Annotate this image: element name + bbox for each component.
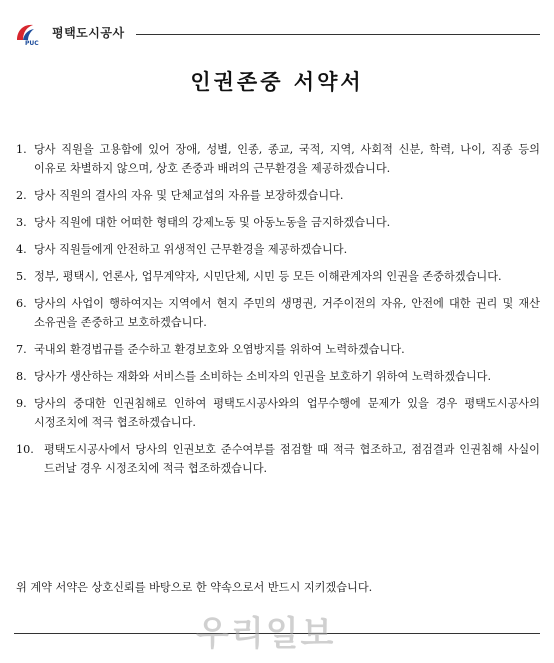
pledge-text: 정부, 평택시, 언론사, 업무계약자, 시민단체, 시민 등 모든 이해관계자의 인권을 존중하겠습니다. — [34, 270, 502, 283]
logo-text: PUC — [25, 40, 39, 46]
pledge-text: 평택도시공사에서 당사의 인권보호 준수여부를 점검할 때 적극 협조하고, 점검결과 인권침해 사실이 드러날 경우 시정조치에 적극 협조하겠습니다. — [44, 443, 540, 475]
pledge-number: 7. — [16, 343, 27, 356]
pledge-text: 당사가 생산하는 재화와 서비스를 소비하는 소비자의 인권을 보호하기 위하여 노력하겠습니다. — [34, 370, 492, 383]
pledge-number: 6. — [16, 297, 27, 310]
pledge-number: 3. — [16, 216, 27, 229]
pledge-text: 당사의 중대한 인권침해로 인하여 평택도시공사와의 업무수행에 문제가 있을 경우 평택도시공사의 시정조치에 적극 협조하겠습니다. — [34, 397, 540, 429]
pledge-text: 당사 직원들에게 안전하고 위생적인 근무환경을 제공하겠습니다. — [34, 243, 348, 256]
pledge-text: 당사의 사업이 행하여지는 지역에서 현지 주민의 생명권, 거주이전의 자유, 안전에 대한 권리 및 재산 소유권을 존중하고 보호하겠습니다. — [34, 297, 540, 329]
pledge-number: 1. — [16, 143, 27, 156]
pledge-item-7 — [16, 340, 540, 359]
pledge-item-1 — [16, 140, 540, 178]
pledge-text: 당사 직원의 결사의 자유 및 단체교섭의 자유를 보장하겠습니다. — [34, 189, 344, 202]
pledge-text: 국내외 환경법규를 준수하고 환경보호와 오염방지를 위하여 노력하겠습니다. — [34, 343, 405, 356]
pledge-number: 5. — [16, 270, 27, 283]
pledge-text: 당사 직원에 대한 어떠한 형태의 강제노동 및 아동노동을 금지하겠습니다. — [34, 216, 391, 229]
pledge-item-6 — [16, 294, 540, 332]
pledge-item-2 — [16, 186, 540, 205]
page-header — [14, 22, 540, 46]
pledge-item-4 — [16, 240, 540, 259]
pledge-item-10 — [16, 440, 540, 478]
pledge-number: 10. — [16, 443, 34, 456]
pledge-item-9 — [16, 394, 540, 432]
pledge-item-5 — [16, 267, 540, 286]
pledge-list — [16, 140, 540, 486]
document-title: 인권존중 서약서 — [190, 69, 364, 94]
closing-statement: 위 계약 서약은 상호신뢰를 바탕으로 한 약속으로서 반드시 지키겠습니다. — [16, 581, 373, 594]
pledge-number: 4. — [16, 243, 27, 256]
pledge-text: 당사 직원을 고용함에 있어 장애, 성별, 인종, 종교, 국적, 지역, 사회적 신분, 학력, 나이, 직종 등의 이유로 차별하지 않으며, 상호 존중과 배려의 근무환경을 제공하겠습니다. — [34, 143, 540, 175]
pledge-number: 8. — [16, 370, 27, 383]
watermark: 우리일보 — [196, 614, 336, 654]
pledge-number: 2. — [16, 189, 27, 202]
pledge-item-8 — [16, 367, 540, 386]
puc-logo-icon — [14, 22, 48, 46]
header-divider — [136, 34, 540, 35]
brand-name: 평택도시공사 — [52, 26, 125, 40]
pledge-number: 9. — [16, 397, 27, 410]
pledge-item-3 — [16, 213, 540, 232]
